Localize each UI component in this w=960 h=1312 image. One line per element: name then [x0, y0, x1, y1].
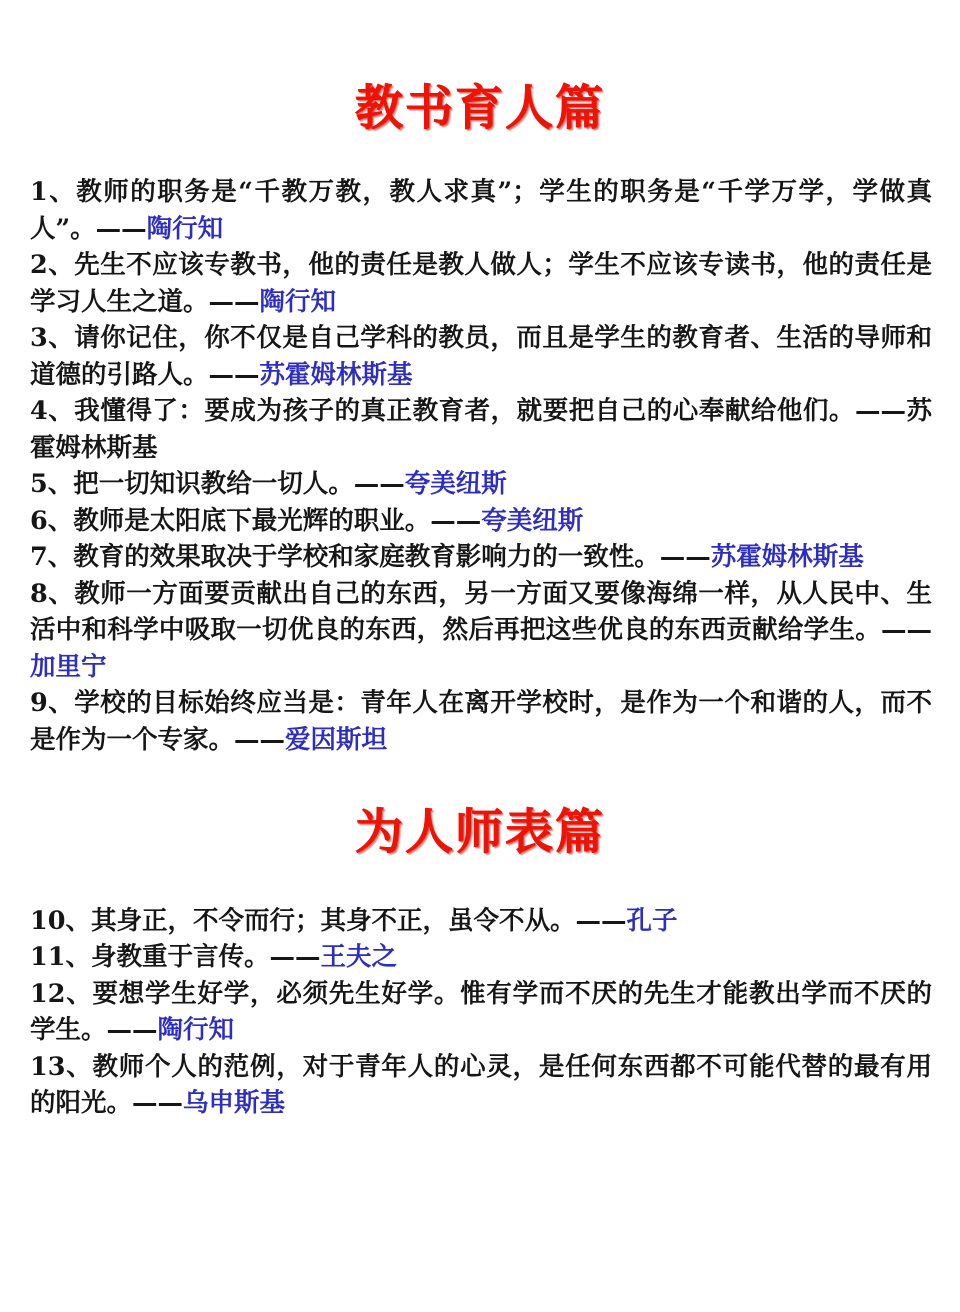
attribution-dash: —— [430, 505, 482, 536]
quote-text: 教育的效果取决于学校和家庭教育影响力的一致性。 [73, 542, 660, 573]
section-heading-teaching: 教书育人篇 [354, 80, 605, 137]
quote-number: 5、 [30, 469, 74, 500]
quote-text: 要想学生好学，必须先生好学。惟有学而不厌的先生才能教出学而不厌的学生。 [30, 978, 932, 1046]
quote-text: 教师一方面要贡献出自己的东西，另一方面又要像海绵一样，从人民中、生活中和科学中吸取一切优良的东西，然后再把这些优良的东西贡献给学生。 [30, 578, 932, 646]
quote-author: 孔子 [626, 905, 678, 936]
quote-author: 苏霍姆林斯基 [710, 542, 864, 573]
quote-item [30, 320, 932, 393]
attribution-dash: —— [95, 213, 147, 244]
quote-author: 爱因斯坦 [285, 724, 388, 755]
quote-item [30, 576, 932, 686]
quote-author: 陶行知 [157, 1015, 235, 1046]
attribution-dash: —— [881, 615, 932, 646]
quote-item [30, 939, 932, 976]
quote-item [30, 174, 932, 247]
quote-number: 13、 [30, 1051, 93, 1082]
quote-text: 身教重于言传。 [91, 942, 270, 973]
section-heading-model: 为人师表篇 [354, 804, 605, 861]
quote-number: 12、 [30, 978, 93, 1009]
quote-author: 乌申斯基 [183, 1088, 286, 1119]
attribution-dash: —— [234, 724, 286, 755]
quote-item [30, 903, 932, 940]
quote-item [30, 685, 932, 758]
quote-text: 请你记住，你不仅是自己学科的教员，而且是学生的教育者、生活的导师和道德的引路人。 [30, 323, 932, 390]
attribution-dash: —— [132, 1088, 184, 1119]
attribution-dash: —— [575, 905, 627, 936]
quote-number: 11、 [30, 942, 91, 973]
quote-author: 苏霍姆林斯基 [30, 396, 932, 463]
quote-number: 1、 [30, 177, 77, 208]
quote-number: 10、 [30, 905, 91, 936]
quote-list-teaching [0, 174, 960, 758]
quote-text: 我懂得了：要成为孩子的真正教育者，就要把自己的心奉献给他们。 [74, 396, 855, 427]
quote-item [30, 393, 932, 466]
quote-text: 先生不应该专教书，他的责任是教人做人；学生不应该专读书，他的责任是学习人生之道。 [30, 250, 932, 317]
quote-number: 4、 [30, 396, 75, 427]
quote-author: 苏霍姆林斯基 [259, 359, 413, 390]
quote-author: 陶行知 [259, 286, 337, 317]
quote-number: 6、 [30, 505, 74, 536]
quote-author: 王夫之 [320, 942, 398, 973]
quote-author: 陶行知 [146, 213, 224, 244]
quote-item [30, 1049, 932, 1122]
attribution-dash: —— [208, 286, 260, 317]
attribution-dash: —— [854, 396, 906, 427]
quote-number: 7、 [30, 542, 74, 573]
quote-item [30, 466, 932, 503]
attribution-dash: —— [269, 942, 321, 973]
document-page [0, 32, 960, 1312]
quote-text: 教师个人的范例，对于青年人的心灵，是任何东西都不可能代替的最有用的阳光。 [30, 1051, 932, 1119]
attribution-dash: —— [353, 469, 405, 500]
attribution-dash: —— [106, 1015, 158, 1046]
attribution-dash: —— [659, 542, 711, 573]
quote-text: 教师是太阳底下最光辉的职业。 [73, 505, 431, 536]
quote-number: 8、 [30, 578, 75, 609]
quote-item [30, 247, 932, 320]
quote-text: 把一切知识教给一切人。 [73, 469, 354, 500]
quote-number: 3、 [30, 323, 75, 354]
attribution-dash: —— [208, 359, 260, 390]
quote-text: 学校的目标始终应当是：青年人在离开学校时，是作为一个和谐的人，而不是作为一个专家。 [30, 688, 932, 755]
quote-author: 加里宁 [30, 651, 107, 682]
quote-text: 其身正，不令而行；其身不正，虽令不从。 [91, 905, 576, 936]
quote-number: 9、 [30, 688, 75, 719]
quote-text: 教师的职务是“千教万教，教人求真”；学生的职务是“千学万学，学做真人”。 [30, 177, 932, 244]
quote-item [30, 503, 932, 540]
quote-item [30, 976, 932, 1049]
quote-list-model [0, 903, 960, 1122]
quote-author: 夸美纽斯 [481, 505, 584, 536]
quote-author: 夸美纽斯 [404, 469, 507, 500]
quote-number: 2、 [30, 250, 75, 281]
quote-item [30, 539, 932, 576]
